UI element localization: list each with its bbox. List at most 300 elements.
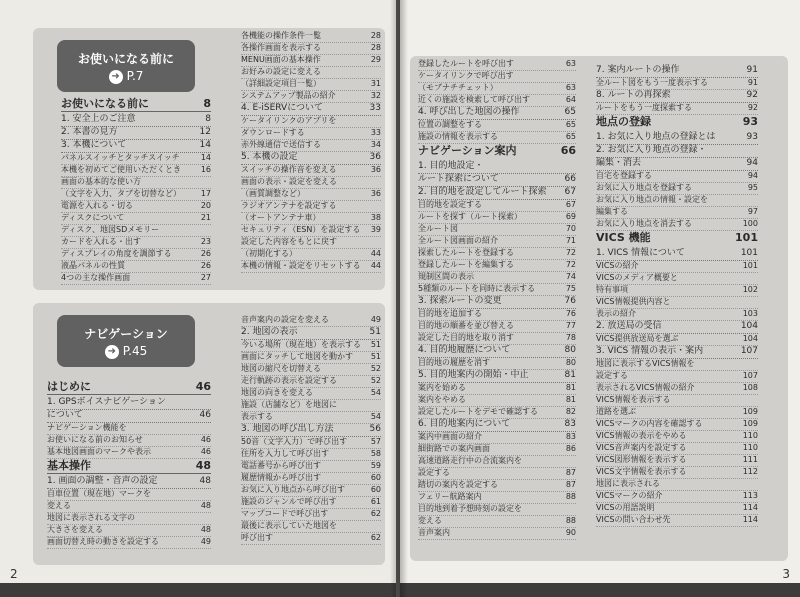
- toc-entry-label: 編集・消去: [596, 158, 642, 168]
- toc-entry-label: 設定したルートをデモで確認する: [418, 407, 538, 416]
- toc-entry-label: 自宅を登録する: [596, 171, 652, 180]
- toc-entry-label: 施設（店舗など）を地図に: [241, 400, 337, 409]
- toc-entry: [596, 230, 758, 245]
- toc-entry-page: 114: [742, 503, 758, 512]
- toc-entry: [596, 514, 758, 527]
- toc-entry: [241, 326, 381, 340]
- toc-entry-label: マップコードで呼び出す: [241, 509, 329, 518]
- toc-entry-page: 17: [200, 189, 211, 198]
- toc-entry-page: 76: [564, 296, 576, 306]
- toc-entry-label: ダウンロードする: [241, 128, 305, 137]
- toc-entry-page: 49: [200, 537, 211, 546]
- toc-entry-page: 51: [369, 327, 381, 337]
- toc-entry-page: 48: [200, 501, 211, 510]
- toc-entry-label: 目的地到着予想時刻の設定を: [418, 504, 522, 513]
- section-header-navigation: [57, 315, 195, 367]
- toc-entry: [61, 96, 211, 112]
- toc-entry: [418, 527, 576, 540]
- toc-entry-label: ナビゲーション機能を: [47, 423, 127, 432]
- toc-entry-page: 74: [565, 272, 576, 281]
- toc-entry-page: 113: [742, 491, 758, 500]
- toc-entry-page: 36: [370, 189, 381, 198]
- toc-entry: [241, 532, 381, 545]
- toc-entry-label: VICS提供放送局を選ぶ: [596, 334, 679, 343]
- toc-entry: [47, 409, 211, 423]
- toc-entry-page: 104: [742, 334, 758, 343]
- toc-entry-label: 2. お気に入り地点の登録・: [596, 145, 707, 155]
- toc-entry-page: 21: [200, 213, 211, 222]
- toc-entry-page: 46: [200, 435, 211, 444]
- toc-entry-label: 電話番号から呼び出す: [241, 461, 321, 470]
- toc-entry-label: 4. E-iSERVについて: [241, 103, 324, 113]
- toc-entry: [47, 475, 211, 489]
- toc-entry: [47, 458, 211, 474]
- toc-entry-label: 各機能の操作条件一覧: [241, 31, 321, 40]
- toc-entry-page: 83: [565, 432, 576, 441]
- toc-entry: [241, 102, 381, 116]
- toc-entry: [61, 272, 211, 285]
- toc-entry-page: 27: [200, 273, 211, 282]
- toc-entry-label: 目的地を追加する: [418, 309, 482, 318]
- toc-entry-label: ナビゲーション案内: [418, 144, 517, 157]
- page-edge: [0, 583, 396, 597]
- toc-entry: [418, 418, 576, 432]
- toc-entry-label: 7. 案内ルートの操作: [596, 65, 680, 75]
- toc-entry: [418, 106, 576, 120]
- toc-entry-label: 各操作画面を表示する: [241, 43, 321, 52]
- toc-entry-label: はじめに: [47, 380, 91, 393]
- toc-entry-page: 70: [565, 224, 576, 233]
- toc-entry-label: 画面の基本的な使い方: [61, 177, 141, 186]
- toc-entry-label: 設定する: [418, 468, 450, 477]
- toc-entry-label: 1. 安全上のご注意: [61, 114, 136, 124]
- toc-entry-label: 5種類のルートを同時に表示する: [418, 284, 536, 293]
- toc-entry-page: 51: [370, 340, 381, 349]
- toc-entry-label: 案内をやめる: [418, 395, 466, 404]
- toc-entry-page: 14: [200, 153, 211, 162]
- toc-entry-label: VICS文字情報を表示する: [596, 467, 687, 476]
- toc-entry-label: 表示する: [241, 412, 273, 421]
- toc-entry-page: 103: [742, 309, 758, 318]
- toc-entry-page: 20: [200, 201, 211, 210]
- toc-entry-page: 107: [740, 346, 758, 356]
- toc-entry-page: 81: [564, 370, 576, 380]
- toc-entry-label: 音声案内の設定を変える: [241, 315, 329, 324]
- toc-entry-label: 設定する: [596, 371, 628, 380]
- toc-entry-page: 91: [746, 65, 758, 75]
- toc-entry-page: 38: [370, 213, 381, 222]
- toc-entry-page: 16: [200, 165, 211, 174]
- toc-entry-label: 登録したルートを編集する: [418, 260, 514, 269]
- toc-entry-page: 62: [370, 509, 381, 518]
- toc-entry-label: 2. 地図の表示: [241, 327, 298, 337]
- toc-entry: [596, 131, 758, 145]
- toc-entry-page: 51: [370, 352, 381, 361]
- toc-entry-label: 特有事項: [596, 285, 628, 294]
- toc-entry-page: 95: [747, 183, 758, 192]
- toc-entry-label: 8. ルートの再探索: [596, 90, 671, 100]
- toc-entry-page: 88: [565, 516, 576, 525]
- toc-entry: [47, 396, 211, 410]
- toc-entry-label: 3. 地図の呼び出し方法: [241, 424, 334, 434]
- toc-entry-label: 地図の縮尺を切替える: [241, 364, 321, 373]
- toc-entry-label: 規制区間の表示: [418, 272, 474, 281]
- toc-entry-label: VICSの用語説明: [596, 503, 655, 512]
- toc-entry-page: 61: [370, 497, 381, 506]
- toc-entry-label: VICS情報の表示をやめる: [596, 431, 687, 440]
- toc-entry-page: 44: [370, 249, 381, 258]
- toc-entry: [596, 89, 758, 103]
- toc-entry-page: 77: [565, 321, 576, 330]
- toc-entry: [596, 64, 758, 78]
- page-number: 3: [782, 567, 790, 581]
- arrow-right-icon: ➜: [105, 345, 119, 359]
- toc-entry-label: お気に入り地点から呼び出す: [241, 485, 345, 494]
- toc-entry-label: 画面の表示・設定を変える: [241, 177, 337, 186]
- toc-entry-label: 履歴情報から呼び出す: [241, 473, 321, 482]
- toc-entry-page: 78: [565, 333, 576, 342]
- toc-entry-label: 3. 本機について: [61, 140, 127, 150]
- toc-entry-label: 画面切替え時の動きを設定する: [47, 537, 159, 546]
- toc-entry-page: 101: [742, 261, 758, 270]
- toc-entry: [418, 344, 576, 358]
- toc-entry-label: MENU画面の基本操作: [241, 55, 321, 64]
- toc-entry: [418, 295, 576, 309]
- toc-entry-label: 2. 放送局の受信: [596, 321, 662, 331]
- toc-entry-label: 高速道路走行中の合流案内を: [418, 456, 522, 465]
- toc-entry-page: 65: [565, 120, 576, 129]
- toc-entry-page: 71: [565, 236, 576, 245]
- toc-entry-label: 地図の向きを変える: [241, 388, 313, 397]
- toc-entry-label: お気に入り地点を登録する: [596, 183, 692, 192]
- toc-entry-label: 全ルート図: [418, 224, 458, 233]
- toc-entry-page: 48: [200, 525, 211, 534]
- toc-entry-page: 94: [746, 158, 758, 168]
- toc-entry-page: 86: [565, 444, 576, 453]
- section-header-link: ➜ P.45: [57, 344, 195, 359]
- toc-entry-page: 81: [565, 383, 576, 392]
- toc-entry-page: 28: [370, 31, 381, 40]
- toc-entry-label: お好みの設定に変える: [241, 67, 321, 76]
- toc-entry-page: 90: [565, 528, 576, 537]
- toc-entry-page: 110: [742, 431, 758, 440]
- toc-entry-page: 92: [747, 103, 758, 112]
- toc-entry-label: （初期化する）: [241, 249, 297, 258]
- toc-entry-label: 3. 探索ルートの変更: [418, 296, 502, 306]
- toc-entry-label: 1. VICS 情報について: [596, 248, 685, 258]
- toc-entry-label: 5. 本機の設定: [241, 152, 298, 162]
- toc-entry-page: 91: [747, 78, 758, 87]
- toc-entry-page: 110: [742, 443, 758, 452]
- toc-entry-page: 88: [565, 492, 576, 501]
- toc-entry-label: VICSマークの紹介: [596, 491, 663, 500]
- toc-entry-label: 1. 画面の調整・音声の設定: [47, 476, 158, 486]
- toc-entry: [418, 186, 576, 200]
- toc-entry-label: 設定した内容をもとに戻す: [241, 237, 337, 246]
- toc-entry: [241, 423, 381, 437]
- toc-entry-label: カードを入れる・出す: [61, 237, 141, 246]
- toc-entry-page: 64: [565, 95, 576, 104]
- toc-entry-label: パネルスイッチとタッチスイッチ: [61, 153, 180, 162]
- toc-entry-label: 1. 目的地設定・: [418, 161, 484, 171]
- section-header-title: ナビゲーション: [84, 327, 168, 341]
- toc-entry-page: 81: [565, 395, 576, 404]
- toc-entry: [61, 139, 211, 153]
- toc-entry-page: 59: [370, 461, 381, 470]
- toc-entry: [61, 126, 211, 140]
- toc-entry-label: ラジオアンテナを設定する: [241, 201, 337, 210]
- toc-entry-label: ルートを探す（ルート探索）: [418, 212, 522, 221]
- toc-entry-label: 案内中画面の紹介: [418, 432, 482, 441]
- toc-entry-label: 呼び出す: [241, 533, 273, 542]
- toc-entry-page: 63: [565, 59, 576, 68]
- book-gutter: [390, 0, 408, 597]
- toc-entry-label: 最後に表示していた地図を: [241, 521, 337, 530]
- toc-entry-label: 5. 目的地案内の開始・中止: [418, 370, 529, 380]
- toc-entry: [596, 345, 758, 359]
- toc-entry-label: VICSの紹介: [596, 261, 639, 270]
- toc-entry-page: 75: [565, 284, 576, 293]
- toc-entry-label: 基本地図画面のマークや表示: [47, 447, 151, 456]
- toc-entry-label: 登録したルートを呼び出す: [418, 59, 514, 68]
- toc-entry-label: 1. お気に入り地点の登録とは: [596, 132, 716, 142]
- toc-entry-page: 66: [560, 144, 576, 157]
- toc-entry-label: VICS 機能: [596, 231, 651, 244]
- toc-entry: [418, 143, 576, 158]
- toc-entry-page: 87: [565, 468, 576, 477]
- toc-entry-label: 踏切の案内を設定する: [418, 480, 498, 489]
- toc-entry-page: 104: [740, 321, 758, 331]
- toc-entry-label: 地図に表示するVICS情報を: [596, 359, 695, 368]
- toc-entry-label: 6. 目的地案内について: [418, 419, 511, 429]
- toc-entry-page: 101: [735, 231, 758, 244]
- toc-entry-page: 54: [370, 412, 381, 421]
- toc-entry: [418, 160, 576, 174]
- section-header-title: お使いになる前に: [77, 52, 174, 66]
- toc-entry-page: 83: [564, 419, 576, 429]
- toc-entry-page: 56: [369, 424, 381, 434]
- toc-entry-label: 住所を入力して呼び出す: [241, 449, 329, 458]
- toc-entry-page: 52: [370, 364, 381, 373]
- right-page: [400, 0, 800, 597]
- toc-entry-page: 93: [742, 115, 758, 128]
- toc-entry-label: スイッチの操作音を変える: [241, 165, 337, 174]
- toc-entry-page: 109: [742, 419, 758, 428]
- toc-entry-label: ケータイリンクで呼び出す: [418, 71, 514, 80]
- toc-panel-navigation: [33, 303, 385, 565]
- toc-entry-label: ディスク、地図SDメモリー: [61, 225, 160, 234]
- toc-entry-page: 92: [746, 90, 758, 100]
- toc-entry-page: 111: [742, 455, 758, 464]
- toc-entry-label: 全ルート図をもう一度表示する: [596, 78, 708, 87]
- toc-entry: [47, 379, 211, 395]
- toc-entry-page: 67: [564, 187, 576, 197]
- toc-entry-label: 本機を初めてご使用いただくとき: [61, 165, 181, 174]
- toc-entry-label: 細街路での案内画面: [418, 444, 490, 453]
- toc-entry-page: 100: [742, 219, 758, 228]
- toc-entry-label: 赤外線通信で送信する: [241, 140, 321, 149]
- toc-entry-label: システムアップ製品の紹介: [241, 91, 336, 100]
- toc-entry: [596, 157, 758, 171]
- toc-entry-page: 48: [195, 459, 211, 472]
- toc-entry-page: 23: [200, 237, 211, 246]
- toc-entry: [418, 173, 576, 187]
- toc-entry-label: 4. 目的地履歴について: [418, 345, 511, 355]
- toc-entry-page: 62: [370, 533, 381, 542]
- toc-entry-page: 76: [565, 309, 576, 318]
- toc-entry-label: 走行軌跡の表示を設定する: [241, 376, 337, 385]
- toc-entry-label: 地点の登録: [596, 115, 651, 128]
- toc-entry-page: 46: [199, 410, 211, 420]
- toc-entry-page: 57: [370, 437, 381, 446]
- toc-entry-label: （詳細設定項目一覧）: [241, 79, 321, 88]
- section-header-link: ➜ P.7: [57, 69, 195, 84]
- toc-entry-label: お使いになる前のお知らせ: [47, 435, 143, 444]
- toc-entry-page: 107: [742, 371, 758, 380]
- toc-entry-label: セキュリティ（ESN）を設定する: [241, 225, 361, 234]
- toc-entry-label: 地図に表示される: [596, 479, 660, 488]
- toc-entry-page: 58: [370, 449, 381, 458]
- left-page: [0, 0, 396, 597]
- toc-entry-label: 全ルート図画面の紹介: [418, 236, 498, 245]
- toc-entry-label: VICS図形情報を表示する: [596, 455, 687, 464]
- toc-entry-label: 目的地の履歴を消す: [418, 358, 490, 367]
- toc-entry-label: 表示されるVICS情報の紹介: [596, 383, 695, 392]
- toc-entry-label: 3. VICS 情報の表示・案内: [596, 346, 704, 356]
- toc-entry-page: 26: [200, 261, 211, 270]
- toc-entry: [596, 320, 758, 334]
- toc-entry-page: 72: [565, 248, 576, 257]
- section-header-before-use: [57, 40, 195, 92]
- toc-entry-label: （文字を入力、タブを切替など）: [61, 189, 181, 198]
- toc-entry-page: 49: [370, 315, 381, 324]
- toc-entry-page: 65: [565, 132, 576, 141]
- toc-entry-label: ケータイリンクのアプリを: [241, 116, 337, 125]
- toc-entry-page: 60: [370, 485, 381, 494]
- toc-entry-page: 112: [742, 467, 758, 476]
- toc-entry-page: 12: [199, 127, 211, 137]
- toc-entry-page: 31: [370, 79, 381, 88]
- toc-entry-label: 編集する: [596, 207, 628, 216]
- toc-entry-label: ルート探索について: [418, 174, 499, 184]
- toc-entry-page: 54: [370, 388, 381, 397]
- toc-entry-page: 33: [370, 128, 381, 137]
- toc-entry-label: VICS情報提供内容と: [596, 297, 671, 306]
- toc-entry-page: 108: [742, 383, 758, 392]
- toc-entry-label: 変える: [47, 501, 71, 510]
- page-number: 2: [10, 567, 18, 581]
- toc-entry-page: 14: [199, 140, 211, 150]
- toc-entry-page: 28: [370, 43, 381, 52]
- toc-entry-label: お使いになる前に: [61, 97, 149, 110]
- toc-entry-label: VICS音声案内を設定する: [596, 443, 687, 452]
- toc-entry-label: VICS情報を表示する: [596, 395, 671, 404]
- toc-entry: [241, 260, 381, 273]
- toc-entry: [61, 113, 211, 127]
- toc-entry-page: 80: [565, 358, 576, 367]
- toc-entry: [596, 114, 758, 129]
- toc-entry-label: 施設のジャンルで呼び出す: [241, 497, 337, 506]
- toc-entry-page: 94: [747, 171, 758, 180]
- toc-entry-page: 67: [565, 200, 576, 209]
- toc-entry-page: 29: [370, 55, 381, 64]
- toc-entry-label: 50音（文字入力）で呼び出す: [241, 437, 348, 446]
- toc-entry-label: （画質調整など）: [241, 189, 305, 198]
- toc-entry-page: 33: [369, 103, 381, 113]
- toc-entry-page: 72: [565, 260, 576, 269]
- toc-entry-page: 97: [747, 207, 758, 216]
- toc-entry-label: 道路を選ぶ: [596, 407, 636, 416]
- toc-entry-label: 目的地を設定する: [418, 200, 482, 209]
- toc-entry-page: 44: [370, 261, 381, 270]
- toc-entry-label: 音声案内: [418, 528, 450, 537]
- toc-entry-page: 82: [565, 407, 576, 416]
- toc-entry-page: 101: [740, 248, 758, 258]
- toc-entry-label: 目的地の順番を並び替える: [418, 321, 514, 330]
- toc-entry-label: 2. 目的地を設定してルート探索: [418, 187, 547, 197]
- toc-entry-page: 32: [370, 91, 381, 100]
- toc-entry-page: 60: [370, 473, 381, 482]
- toc-entry-label: お気に入り地点の情報・設定を: [596, 195, 708, 204]
- toc-entry-page: 87: [565, 480, 576, 489]
- toc-entry-label: について: [47, 410, 83, 420]
- toc-entry-page: 39: [370, 225, 381, 234]
- toc-entry-label: 本機の情報・設定をリセットする: [241, 261, 361, 270]
- toc-entry-page: 8: [205, 114, 211, 124]
- toc-entry-page: 63: [565, 83, 576, 92]
- toc-entry-label: 探索したルートを登録する: [418, 248, 514, 257]
- toc-entry-label: 自車位置（現在地）マークを: [47, 489, 151, 498]
- toc-entry-label: 液晶パネルの性質: [61, 261, 125, 270]
- toc-entry-page: 102: [742, 285, 758, 294]
- toc-entry-label: 地図に表示される文字の: [47, 513, 135, 522]
- toc-entry: [241, 151, 381, 165]
- toc-entry-page: 109: [742, 407, 758, 416]
- toc-entry: [596, 144, 758, 158]
- toc-entry-label: 1. GPSボイスナビゲーション: [47, 397, 166, 407]
- toc-entry-label: 位置の調整をする: [418, 120, 482, 129]
- toc-entry-page: 46: [200, 447, 211, 456]
- toc-entry-page: 80: [564, 345, 576, 355]
- toc-entry-label: 画面にタッチして地図を動かす: [241, 352, 353, 361]
- toc-entry-label: 変える: [418, 516, 442, 525]
- toc-entry-label: 大きさを変える: [47, 525, 103, 534]
- toc-entry-page: 36: [370, 165, 381, 174]
- toc-entry-page: 93: [746, 132, 758, 142]
- toc-entry-label: 基本操作: [47, 459, 91, 472]
- toc-panel-continued: [410, 56, 788, 561]
- page-edge: [400, 583, 800, 597]
- toc-entry-label: ディスクについて: [61, 213, 125, 222]
- toc-entry: [418, 369, 576, 383]
- toc-entry-page: 52: [370, 376, 381, 385]
- toc-entry: [596, 247, 758, 261]
- toc-entry-label: （オートアンテナ車）: [241, 213, 321, 222]
- toc-entry-label: （モブナチチェット）: [418, 83, 498, 92]
- toc-entry-page: 46: [195, 380, 211, 393]
- arrow-right-icon: ➜: [109, 70, 123, 84]
- toc-entry-page: 66: [564, 174, 576, 184]
- toc-entry-label: 電源を入れる・切る: [61, 201, 133, 210]
- toc-entry-label: 2. 本書の見方: [61, 127, 118, 137]
- toc-entry-label: VICSのメディア概要と: [596, 273, 678, 282]
- toc-entry-label: 4つの主な操作画面: [61, 273, 131, 282]
- toc-entry-label: VICSマークの内容を確認する: [596, 419, 703, 428]
- toc-entry-label: お気に入り地点を消去する: [596, 219, 692, 228]
- toc-entry-label: 今いる場所（現在地）を表示する: [241, 340, 361, 349]
- toc-entry-page: 36: [369, 152, 381, 162]
- toc-panel-before-use: [33, 28, 385, 290]
